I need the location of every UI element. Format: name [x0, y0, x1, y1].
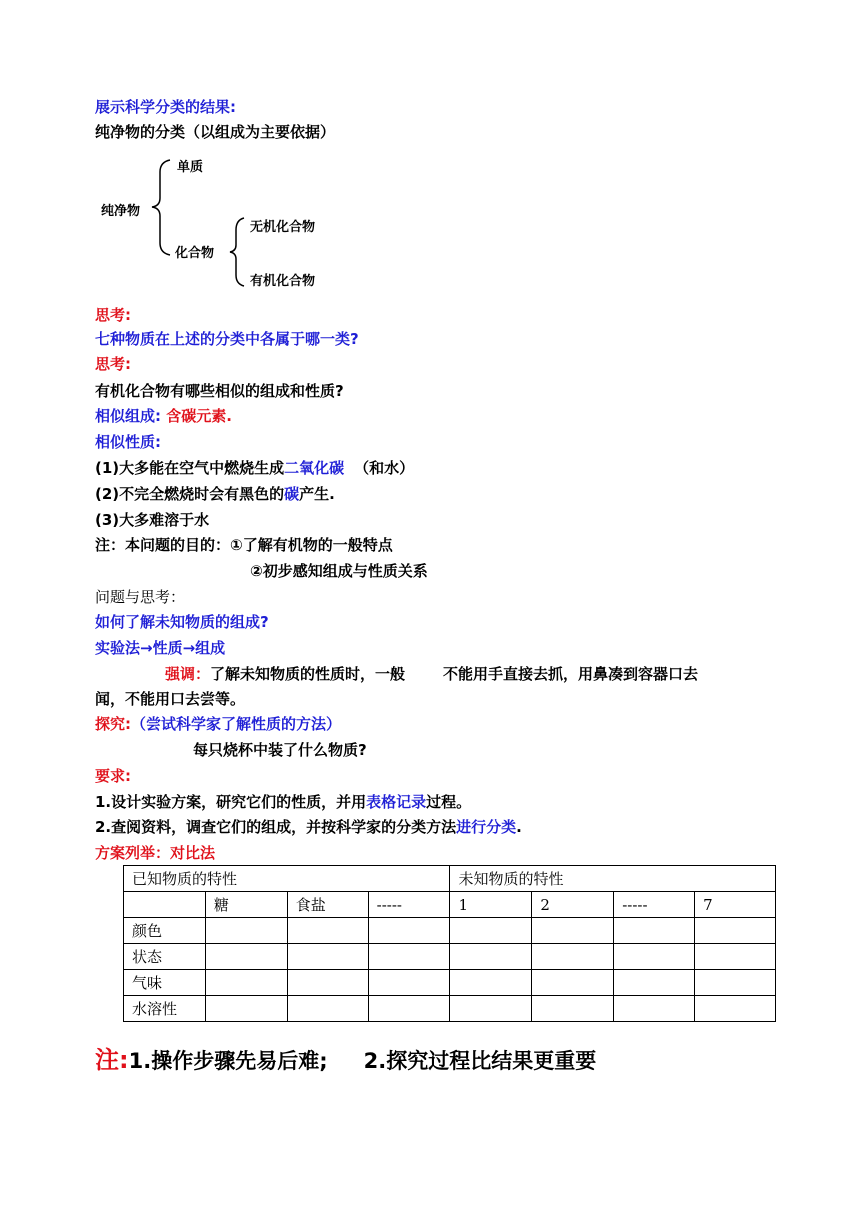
similar-comp-label: 相似组成: — [95, 407, 161, 425]
col-header: 7 — [695, 892, 776, 918]
emphasis-label: 强调： — [165, 665, 211, 683]
final-note-2: 2.探究过程比结果更重要 — [363, 1049, 597, 1073]
explore-title: （尝试科学家了解性质的方法） — [131, 715, 342, 733]
method-chain: 实验法→性质→组成 — [95, 639, 226, 657]
table-cell — [532, 918, 614, 944]
tree-organic: 有机化合物 — [250, 274, 316, 289]
explore-question: 每只烧杯中装了什么物质? — [193, 741, 367, 759]
table-cell — [450, 996, 532, 1022]
table-cell — [450, 970, 532, 996]
table-cell — [368, 944, 450, 970]
prop1-text: (1)大多能在空气中燃烧生成 — [95, 459, 285, 477]
col-header: 1 — [450, 892, 532, 918]
col-header: ----- — [614, 892, 695, 918]
prop1-water: （和水） — [354, 459, 415, 477]
table-cell — [287, 996, 368, 1022]
col-header — [124, 892, 206, 918]
table-header-row — [124, 866, 776, 892]
col-header: 2 — [532, 892, 614, 918]
property-2 — [95, 484, 335, 504]
tree-compound: 化合物 — [175, 246, 215, 261]
note-line-2: ②初步感知组成与性质关系 — [250, 562, 428, 580]
emphasis-line-2: 闻，不能用口去尝等。 — [95, 690, 246, 708]
table-cell — [450, 918, 532, 944]
note-line-1: 注：本问题的目的：①了解有机物的一般特点 — [95, 536, 393, 554]
plan-line — [95, 843, 215, 863]
req1-end: 过程。 — [426, 793, 472, 811]
emphasis-text-1: 了解未知物质的性质时，一般 — [210, 665, 406, 683]
qa-label: 问题与思考： — [95, 588, 186, 606]
row-label: 水溶性 — [124, 996, 206, 1022]
final-note — [95, 1040, 596, 1075]
plan-label: 方案列举： — [95, 844, 171, 862]
table-cell — [450, 944, 532, 970]
require-label: 要求: — [95, 767, 131, 785]
explore-line — [95, 714, 341, 734]
row-label: 颜色 — [124, 918, 206, 944]
emphasis-line — [165, 664, 698, 684]
think1-question: 七种物质在上述的分类中各属于哪一类? — [95, 330, 359, 348]
table-cell — [205, 918, 287, 944]
req2-classify: 进行分类 — [456, 818, 517, 836]
think2-question: 有机化合物有哪些相似的组成和性质? — [95, 382, 344, 400]
table-cell — [287, 970, 368, 996]
think1-label: 思考: — [95, 306, 131, 324]
req1-table-record: 表格记录 — [366, 793, 427, 811]
table-cell — [368, 970, 450, 996]
table-row — [124, 996, 776, 1022]
tree-inorganic: 无机化合物 — [250, 220, 316, 235]
table-cell — [614, 944, 695, 970]
table-cell — [532, 944, 614, 970]
col-header: 食盐 — [287, 892, 368, 918]
requirement-2 — [95, 817, 522, 837]
table-cell — [205, 996, 287, 1022]
prop2-text: (2)不完全燃烧时会有黑色的 — [95, 485, 285, 503]
qa-question: 如何了解未知物质的组成? — [95, 613, 269, 631]
classification-title: 纯净物的分类（以组成为主要依据） — [95, 123, 336, 141]
req2-text: 2.查阅资料，调查它们的组成，并按科学家的分类方法 — [95, 818, 457, 836]
table-row — [124, 918, 776, 944]
requirement-1 — [95, 792, 471, 812]
table-cell — [368, 918, 450, 944]
table-cell — [614, 996, 695, 1022]
req2-end: . — [516, 818, 522, 836]
table-row — [124, 970, 776, 996]
final-note-label: 注: — [95, 1046, 129, 1074]
table-cell — [614, 918, 695, 944]
table-cell — [532, 970, 614, 996]
final-note-1: 1.操作步骤先易后难; — [128, 1049, 328, 1073]
property-3: (3)大多难溶于水 — [95, 511, 210, 529]
plan-value: 对比法 — [170, 844, 216, 862]
table-cell — [287, 944, 368, 970]
table-cell — [614, 970, 695, 996]
prop2-end: 产生. — [299, 485, 335, 503]
explore-label: 探究: — [95, 715, 131, 733]
row-label: 气味 — [124, 970, 206, 996]
similar-comp-value: 含碳元素. — [166, 407, 232, 425]
table-cell — [532, 996, 614, 1022]
heading-results: 展示科学分类的结果: — [95, 98, 236, 116]
table-row — [124, 944, 776, 970]
tree-root: 纯净物 — [101, 204, 141, 219]
comparison-table — [123, 865, 776, 1022]
think2-label: 思考: — [95, 355, 131, 373]
col-header: 糖 — [205, 892, 287, 918]
unknown-header: 未知物质的特性 — [450, 866, 776, 892]
tree-braces — [0, 0, 860, 300]
table-cell — [695, 944, 776, 970]
tree-element: 单质 — [177, 160, 204, 175]
req1-text: 1.设计实验方案，研究它们的性质，并用 — [95, 793, 367, 811]
similar-composition — [95, 406, 232, 426]
known-header: 已知物质的特性 — [124, 866, 450, 892]
table-cell — [205, 944, 287, 970]
table-cell — [368, 996, 450, 1022]
table-column-row — [124, 892, 776, 918]
prop1-co2: 二氧化碳 — [284, 459, 345, 477]
prop2-carbon: 碳 — [284, 485, 300, 503]
emphasis-text-2: 不能用手直接去抓，用鼻凑到容器口去 — [443, 665, 699, 683]
table-cell — [287, 918, 368, 944]
row-label: 状态 — [124, 944, 206, 970]
table-cell — [205, 970, 287, 996]
property-1 — [95, 458, 414, 478]
table-cell — [695, 918, 776, 944]
table-cell — [695, 996, 776, 1022]
classification-tree — [0, 0, 860, 300]
table-cell — [695, 970, 776, 996]
col-header: ----- — [368, 892, 450, 918]
similar-prop-label: 相似性质: — [95, 433, 161, 451]
